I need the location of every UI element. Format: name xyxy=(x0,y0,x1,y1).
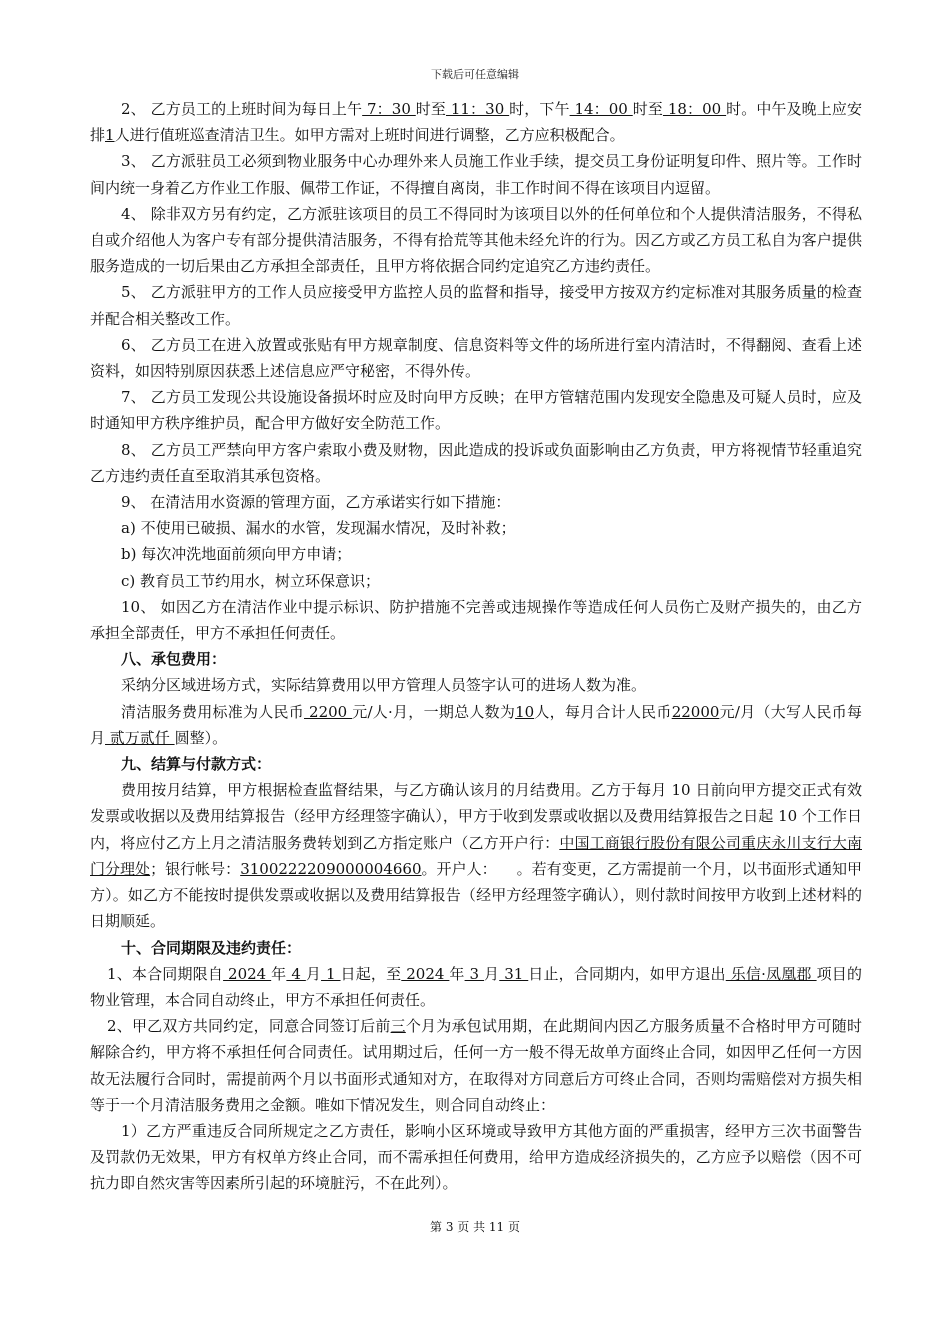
page-number: 3 xyxy=(445,1220,454,1234)
page-header: 下载后可任意编辑 xyxy=(431,68,519,81)
bank-name: 中国工商银行股份有限公司重庆永川支行大南门分理处 xyxy=(90,833,862,878)
text: 时，下午 xyxy=(509,100,570,118)
clause-4: 4、 除非双方另有约定，乙方派驻该项目的员工不得同时为该项目以外的任何单位和个人提供清洁服务，不得私自或介绍他人为客户专有部分提供清洁服务，不得有拾荒等其他未经允许的行为。因乙方或乙方员工私自为客户提供服务造成的一切后果由乙方承担全部责任，且甲方将依据合同约定追究乙方违约责任。 xyxy=(90,204,862,276)
afternoon-end: 18：00 xyxy=(662,100,727,118)
text: 1、本合同期限自 xyxy=(107,964,224,983)
text: 项目的物业管理，本合同自动终止，甲方不承担任何责任。 xyxy=(90,964,862,1009)
fee-total: 22000 xyxy=(671,702,720,721)
text: ；银行帐号： xyxy=(150,859,241,878)
start-year: 2024 xyxy=(223,964,272,983)
text: 时至 xyxy=(415,100,446,118)
text: 日止，合同期内，如甲方退出 xyxy=(528,964,726,983)
morning-start: 7：30 xyxy=(362,100,416,118)
text: 。若有变更，乙方需提前一个月，以书面形式通知甲方）。如乙方不能按时提供发票或收据以及费用结算报告（经甲方经理签字确认），则付款时间按甲方收到上述材料的日期顺延。 xyxy=(90,859,862,931)
section-9-para xyxy=(90,777,862,934)
clause-7: 7、 乙方员工发现公共设施设备损坏时应及时向甲方反映；在甲方管辖范围内发现安全隐患及可疑人员时，应及时通知甲方秩序维护员，配合甲方做好安全防范工作。 xyxy=(90,388,862,433)
section-9-heading: 九、结算与付款方式： xyxy=(121,755,272,774)
clause-9b: b) 每次冲洗地面前须向甲方申请； xyxy=(121,545,352,564)
end-month: 3 xyxy=(464,964,485,983)
text: 清洁服务费用标准为人民币 xyxy=(121,702,305,721)
termination-1: 1）乙方严重违反合同所规定之乙方责任，影响小区环境或导致甲方其他方面的严重损害，经甲方三次书面警告及罚款仍无效果，甲方有权单方终止合同，而不需承担任何费用，给甲方造成经济损失的，乙方应予以赔偿（因不可抗力即自然灾害等因素所引起的环境脏污，不在此列）。 xyxy=(90,1121,862,1193)
section-8-heading: 八、承包费用： xyxy=(121,650,227,669)
text: 月 xyxy=(305,964,322,983)
text: 人，每月合计人民币 xyxy=(534,702,672,721)
text: 时。中午及晚上应安排 xyxy=(90,100,862,145)
start-day: 1 xyxy=(321,964,341,983)
text: 月 xyxy=(484,964,500,983)
fee-people: 10 xyxy=(515,702,535,721)
clause-5: 5、 乙方派驻甲方的工作人员应接受甲方监控人员的监督和指导，接受甲方按双方约定标准对其服务质量的检查并配合相关整改工作。 xyxy=(90,283,862,328)
morning-end: 11：30 xyxy=(445,100,510,118)
clause-2 xyxy=(90,96,862,148)
clause-6: 6、 乙方员工在进入放置或张贴有甲方规章制度、信息资料等文件的场所进行室内清洁时，不得翻阅、查看上述资料，如因特别原因获悉上述信息应严守秘密，不得外传。 xyxy=(90,335,862,381)
text: 2、甲乙双方共同约定，同意合同签订后前 xyxy=(107,1017,391,1036)
text: 时至 xyxy=(632,100,663,118)
duty-count: 1 xyxy=(105,126,115,145)
start-month: 4 xyxy=(286,964,306,983)
clause-10: 10、 如因乙方在清洁作业中提示标识、防护措施不完善或违规操作等造成任何人员伤亡及财产损失的，由乙方承担全部责任，甲方不承担任何责任。 xyxy=(90,597,862,643)
text: 年 xyxy=(449,964,465,983)
text: 第 xyxy=(429,1220,446,1234)
section-8-para-1: 采纳分区域进场方式，实际结算费用以甲方管理人员签字认可的进场人数为准。 xyxy=(121,676,647,695)
text: 2、 乙方员工的上班时间为每日上午 xyxy=(121,100,363,118)
section-10-term xyxy=(90,961,862,1013)
section-8-fee xyxy=(90,699,862,751)
text: 元/人·月，一期总人数为 xyxy=(352,702,516,721)
text: 。开户人： xyxy=(421,859,497,878)
text: 圆整）。 xyxy=(174,728,228,747)
clause-9: 9、 在清洁用水资源的管理方面，乙方承诺实行如下措施： xyxy=(121,493,511,512)
text: 年 xyxy=(271,964,287,983)
section-10-trial xyxy=(90,1013,862,1118)
text: 页 共 xyxy=(453,1220,489,1234)
document-body xyxy=(90,96,862,1197)
clause-8: 8、 乙方员工严禁向甲方客户索取小费及财物，因此造成的投诉或负面影响由乙方负责，甲方将视情节轻重追究乙方违约责任直至取消其承包资格。 xyxy=(90,440,862,485)
afternoon-start: 14：00 xyxy=(569,100,633,118)
end-year: 2024 xyxy=(401,964,450,983)
text: 人进行值班巡查清洁卫生。如甲方需对上班时间进行调整，乙方应积极配合。 xyxy=(114,126,625,145)
clause-9a: a) 不使用已破损、漏水的水管，发现漏水情况，及时补救； xyxy=(121,519,516,538)
fee-words: 贰万贰仟 xyxy=(105,728,175,747)
page-total: 11 xyxy=(488,1220,505,1234)
end-day: 31 xyxy=(499,964,529,983)
text: 页 xyxy=(504,1220,521,1234)
text: 日起，至 xyxy=(340,964,402,983)
text: 个月为承包试用期，在此期间内因乙方服务质量不合格时甲方可随时解除合约，甲方将不承担任何合同责任。试用期过后，任何一方一般不得无故单方面终止合同，如因甲乙任何一方因故无法履行合同时，需提前两个月以书面形式通知对方，在取得对方同意后方可终止合同，否则均需赔偿对方损失相等于一个月清洁服务费用之金额。唯如下情况发生，则合同自动终止： xyxy=(90,1017,862,1114)
bank-account: 3100222209000004660 xyxy=(240,859,422,878)
clause-9c: c) 教育员工节约用水，树立环保意识； xyxy=(121,571,381,590)
text: 元/月（大写人民币每月 xyxy=(90,702,862,747)
page-footer xyxy=(0,1218,950,1235)
fee-price: 2200 xyxy=(304,702,353,721)
trial-months: 三 xyxy=(390,1017,406,1036)
text: 费用按月结算，甲方根据检查监督结果，与乙方确认该月的月结费用。乙方于每月 10 日前向甲方提交正式有效发票或收据以及费用结算报告（经甲方经理签字确认），甲方于收到发票或收据以及费用结算报告之日起 10 个工作日内，将应付乙方上月之清洁服务费转划到乙方指定账户（乙方开户行： xyxy=(90,781,862,852)
project-name: 乐信·凤凰郡 xyxy=(725,964,817,983)
section-10-heading: 十、合同期限及违约责任： xyxy=(121,938,302,957)
clause-3: 3、 乙方派驻员工必须到物业服务中心办理外来人员施工作业手续，提交员工身份证明复印件、照片等。工作时间内统一身着乙方作业工作服、佩带工作证，不得擅自离岗，非工作时间不得在该项目内逗留。 xyxy=(90,152,862,197)
